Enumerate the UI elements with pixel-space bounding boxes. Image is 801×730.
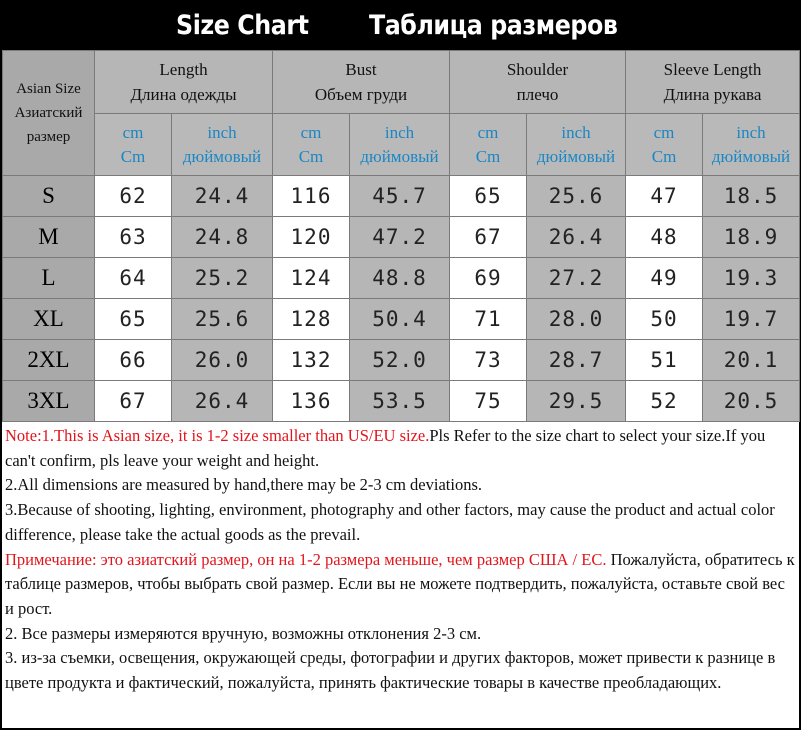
group-header-ru: плечо <box>516 85 559 104</box>
group-header-en: Bust <box>345 60 377 79</box>
size-column-header <box>3 51 95 176</box>
cell-length-inch: 24.4 <box>172 176 273 217</box>
cell-bust-inch: 47.2 <box>350 217 450 258</box>
cell-shoulder-inch: 28.7 <box>527 340 626 381</box>
unit-cm <box>626 114 703 176</box>
size-label: L <box>3 258 95 299</box>
cell-length-inch: 25.2 <box>172 258 273 299</box>
cell-shoulder-cm: 69 <box>450 258 527 299</box>
cell-length-cm: 66 <box>95 340 172 381</box>
cell-bust-inch: 45.7 <box>350 176 450 217</box>
cell-shoulder-inch: 27.2 <box>527 258 626 299</box>
unit-line: inch <box>736 122 766 142</box>
cell-sleeve-cm: 48 <box>626 217 703 258</box>
unit-inch <box>350 114 450 176</box>
cell-bust-inch: 52.0 <box>350 340 450 381</box>
unit-line: inch <box>384 122 415 142</box>
cell-length-inch: 26.0 <box>172 340 273 381</box>
table-row <box>3 176 800 217</box>
group-header-en: Length <box>159 60 208 79</box>
cell-shoulder-inch: 29.5 <box>527 381 626 422</box>
table-row <box>3 217 800 258</box>
cell-length-inch: 24.8 <box>172 217 273 258</box>
table-row <box>3 340 800 381</box>
cell-bust-inch: 53.5 <box>350 381 450 422</box>
cell-shoulder-cm: 73 <box>450 340 527 381</box>
unit-line: дюймовый <box>360 146 439 166</box>
note-ru-2: 2. Все размеры измеряются вручную, возможны отклонения 2-3 см. <box>5 623 482 643</box>
cell-shoulder-inch: 25.6 <box>527 176 626 217</box>
cell-sleeve-cm: 50 <box>626 299 703 340</box>
note-1 <box>5 424 797 473</box>
cell-bust-cm: 124 <box>273 258 350 299</box>
cell-bust-cm: 132 <box>273 340 350 381</box>
cell-shoulder-cm: 75 <box>450 381 527 422</box>
title-bar <box>0 0 801 50</box>
cell-length-cm: 64 <box>95 258 172 299</box>
cell-sleeve-cm: 47 <box>626 176 703 217</box>
cell-length-cm: 67 <box>95 381 172 422</box>
unit-line: дюймовый <box>711 146 791 166</box>
cell-length-cm: 62 <box>95 176 172 217</box>
unit-line: cm <box>122 122 144 142</box>
table-row <box>3 299 800 340</box>
cell-bust-inch: 50.4 <box>350 299 450 340</box>
cell-shoulder-inch: 26.4 <box>527 217 626 258</box>
cell-shoulder-cm: 65 <box>450 176 527 217</box>
unit-line: cm <box>477 122 499 142</box>
table-row <box>3 258 800 299</box>
unit-inch <box>703 114 800 176</box>
cell-sleeve-cm: 51 <box>626 340 703 381</box>
unit-line: cm <box>300 122 322 142</box>
cell-sleeve-inch: 19.7 <box>703 299 800 340</box>
title-en: Size Chart <box>176 9 309 41</box>
cell-length-cm: 63 <box>95 217 172 258</box>
note-1-text: Pls Refer to the size chart to select your size.If you can't confirm, pls leave your weight and height. <box>5 426 766 470</box>
unit-line: cm <box>653 122 675 142</box>
cell-bust-cm: 128 <box>273 299 350 340</box>
title-ru: Таблица размеров <box>368 9 618 41</box>
group-header-ru: Объем груди <box>314 85 408 104</box>
cell-bust-inch: 48.8 <box>350 258 450 299</box>
unit-cm <box>450 114 527 176</box>
cell-length-inch: 26.4 <box>172 381 273 422</box>
unit-line: дюймовый <box>182 146 262 166</box>
cell-sleeve-inch: 18.9 <box>703 217 800 258</box>
note-ru-1 <box>5 548 797 622</box>
note-ru-1-warning: Примечание: это азиатский размер, он на 1-2 размера меньше, чем размер США / ЕС. <box>5 549 607 569</box>
size-label: S <box>3 176 95 217</box>
group-header-ru: Длина одежды <box>130 85 237 104</box>
cell-length-cm: 65 <box>95 299 172 340</box>
group-header-bust <box>273 51 450 114</box>
note-ru-3: 3. из-за съемки, освещения, окружающей среды, фотографии и других факторов, может привести к разнице в цвете продукта и фактический, пожалуйста, принять фактические товары в качестве преобладающих. <box>5 648 776 693</box>
cell-shoulder-inch: 28.0 <box>527 299 626 340</box>
unit-inch <box>172 114 273 176</box>
unit-line: Cm <box>475 146 501 166</box>
group-header-shoulder <box>450 51 626 114</box>
unit-line: inch <box>561 122 591 142</box>
cell-bust-cm: 136 <box>273 381 350 422</box>
size-header-line: Asian Size <box>16 81 81 97</box>
table-row <box>3 381 800 422</box>
cell-sleeve-inch: 20.1 <box>703 340 800 381</box>
size-label: M <box>3 217 95 258</box>
unit-line: inch <box>207 122 237 142</box>
cell-shoulder-cm: 71 <box>450 299 527 340</box>
cell-sleeve-inch: 18.5 <box>703 176 800 217</box>
notes-panel <box>2 422 799 728</box>
group-header-length <box>95 51 273 114</box>
unit-line: Cm <box>120 146 146 166</box>
size-header-line: размер <box>26 129 71 145</box>
group-header-en: Shoulder <box>506 60 569 79</box>
unit-inch <box>527 114 626 176</box>
unit-line: дюймовый <box>536 146 616 166</box>
note-2: 2.All dimensions are measured by hand,there may be 2-3 cm deviations. <box>5 475 482 495</box>
cell-bust-cm: 120 <box>273 217 350 258</box>
group-header-sleeve-length <box>626 51 800 114</box>
cell-sleeve-inch: 19.3 <box>703 258 800 299</box>
group-header-en: Sleeve Length <box>663 60 762 79</box>
unit-cm <box>273 114 350 176</box>
group-header-ru: Длина рукава <box>663 85 762 104</box>
note-1-warning: Note:1.This is Asian size, it is 1-2 size smaller than US/EU size. <box>5 426 430 445</box>
note-ru-1-text: Пожалуйста, обратитесь к таблице размеров, чтобы выбрать свой размер. Если вы не можете подтвердить, пожалуйста, оставьте свой вес и рост. <box>5 549 795 618</box>
cell-shoulder-cm: 67 <box>450 217 527 258</box>
cell-sleeve-cm: 52 <box>626 381 703 422</box>
cell-bust-cm: 116 <box>273 176 350 217</box>
size-table <box>2 50 800 422</box>
unit-cm <box>95 114 172 176</box>
unit-line: Cm <box>298 146 324 166</box>
note-3: 3.Because of shooting, lighting, environment, photography and other factors, may cause the product and actual color difference, please take the actual goods as the prevail. <box>5 500 775 544</box>
header-row-groups <box>3 51 800 114</box>
size-header-line: Азиатский <box>14 105 83 121</box>
size-label: 3XL <box>3 381 95 422</box>
header-row-units <box>3 114 800 176</box>
size-label: XL <box>3 299 95 340</box>
size-label: 2XL <box>3 340 95 381</box>
unit-line: Cm <box>651 146 677 166</box>
cell-sleeve-inch: 20.5 <box>703 381 800 422</box>
cell-length-inch: 25.6 <box>172 299 273 340</box>
cell-sleeve-cm: 49 <box>626 258 703 299</box>
